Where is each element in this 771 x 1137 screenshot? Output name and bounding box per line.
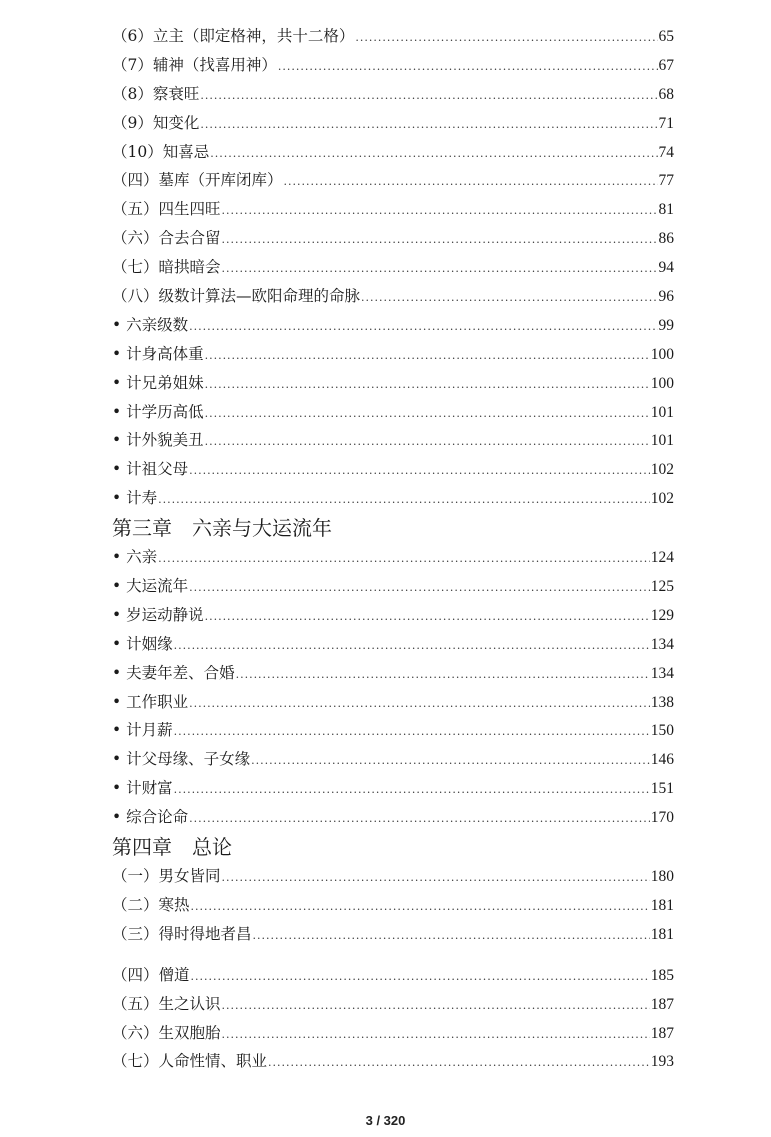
toc-entry[interactable] bbox=[112, 109, 674, 138]
toc-entry[interactable] bbox=[112, 1047, 674, 1076]
toc-entry-page-number: 170 bbox=[650, 809, 674, 827]
toc-entry-title: • 夫妻年差、合婚 bbox=[112, 663, 235, 682]
toc-entry-page-number: 74 bbox=[658, 143, 674, 161]
toc-entry[interactable] bbox=[112, 990, 674, 1019]
toc-entry-page-number: 94 bbox=[658, 259, 674, 277]
toc-entry[interactable] bbox=[112, 961, 674, 990]
page-number-indicator: 3 / 320 bbox=[365, 1113, 406, 1128]
dot-leader bbox=[236, 661, 650, 690]
toc-entry-title: （10）知喜忌 bbox=[112, 142, 210, 161]
toc-entry-page-number: 181 bbox=[650, 925, 674, 943]
toc-entry-page-number: 125 bbox=[650, 578, 674, 596]
toc-entry-title: • 岁运动静说 bbox=[112, 605, 204, 624]
toc-entry[interactable] bbox=[112, 745, 674, 774]
toc-entry-page-number: 71 bbox=[658, 114, 674, 132]
toc-entry-page-number: 77 bbox=[658, 172, 674, 190]
dot-leader bbox=[205, 371, 650, 400]
toc-entry[interactable] bbox=[112, 688, 674, 717]
chapter-heading-3: 第三章 六亲与大运流年 bbox=[112, 516, 332, 541]
toc-entry-title: • 计姻缘 bbox=[112, 634, 173, 653]
toc-entry-title: • 计父母缘、子女缘 bbox=[112, 750, 251, 769]
toc-entry-page-number: 150 bbox=[650, 722, 674, 740]
toc-entry[interactable] bbox=[112, 484, 674, 513]
toc-entry-title: （五）四生四旺 bbox=[112, 200, 221, 219]
dot-leader bbox=[200, 82, 657, 111]
toc-entry[interactable] bbox=[112, 1019, 674, 1048]
toc-entry-page-number: 185 bbox=[650, 966, 674, 984]
toc-entry-page-number: 134 bbox=[650, 664, 674, 682]
toc-entry-page-number: 151 bbox=[650, 780, 674, 798]
toc-entry-page-number: 65 bbox=[658, 28, 674, 45]
toc-entry-page-number: 180 bbox=[650, 868, 674, 886]
toc-entry[interactable] bbox=[112, 630, 674, 659]
dot-leader bbox=[361, 284, 657, 313]
table-of-contents bbox=[112, 22, 674, 1076]
toc-entry[interactable] bbox=[112, 166, 674, 195]
toc-entry[interactable] bbox=[112, 51, 674, 80]
dot-leader bbox=[189, 690, 650, 719]
toc-entry[interactable] bbox=[112, 398, 674, 427]
toc-entry-page-number: 129 bbox=[650, 606, 674, 624]
toc-entry[interactable] bbox=[112, 340, 674, 369]
toc-section-chapter4 bbox=[112, 862, 674, 1076]
toc-entry-title: • 计财富 bbox=[112, 779, 173, 798]
toc-entry-page-number: 187 bbox=[650, 1024, 674, 1042]
toc-entry-title: （六）生双胞胎 bbox=[112, 1023, 221, 1042]
toc-entry[interactable] bbox=[112, 455, 674, 484]
toc-entry[interactable] bbox=[112, 138, 674, 167]
toc-entry[interactable] bbox=[112, 803, 674, 832]
dot-leader bbox=[284, 168, 658, 197]
toc-entry-title: • 六亲级数 bbox=[112, 315, 189, 334]
toc-entry-title: • 计学历高低 bbox=[112, 402, 204, 421]
toc-entry-title: • 六亲 bbox=[112, 548, 158, 567]
toc-entry[interactable] bbox=[112, 891, 674, 920]
toc-entry-page-number: 101 bbox=[650, 403, 674, 421]
toc-entry-title: （六）合去合留 bbox=[112, 229, 221, 248]
toc-entry[interactable] bbox=[112, 253, 674, 282]
toc-section-chapter2-continued bbox=[112, 22, 674, 513]
toc-entry-title: （四）僧道 bbox=[112, 965, 190, 984]
dot-leader bbox=[191, 893, 650, 922]
toc-entry-title: （三）得时得地者昌 bbox=[112, 924, 252, 943]
toc-entry-page-number: 187 bbox=[650, 995, 674, 1013]
toc-entry[interactable] bbox=[112, 426, 674, 455]
toc-entry-page-number: 124 bbox=[650, 549, 674, 567]
toc-entry-page-number: 101 bbox=[650, 432, 674, 450]
chapter-heading-4: 第四章 总论 bbox=[112, 835, 232, 860]
toc-entry-title: （五）生之认识 bbox=[112, 994, 221, 1013]
dot-leader bbox=[205, 400, 650, 429]
toc-entry-title: • 大运流年 bbox=[112, 577, 189, 596]
dot-leader bbox=[205, 342, 650, 371]
dot-leader bbox=[189, 574, 650, 603]
toc-entry[interactable] bbox=[112, 195, 674, 224]
dot-leader bbox=[205, 428, 650, 457]
dot-leader bbox=[222, 864, 650, 893]
toc-entry[interactable] bbox=[112, 80, 674, 109]
toc-entry[interactable] bbox=[112, 224, 674, 253]
toc-entry-title: • 计外貌美丑 bbox=[112, 431, 204, 450]
dot-leader bbox=[222, 255, 658, 284]
dot-leader bbox=[253, 922, 650, 951]
toc-entry-page-number: 99 bbox=[658, 316, 674, 334]
toc-entry-title: （8）察衰旺 bbox=[112, 84, 200, 103]
toc-entry[interactable] bbox=[112, 282, 674, 311]
toc-entry-title: （四）墓库（开库闭库） bbox=[112, 171, 283, 190]
toc-entry[interactable] bbox=[112, 572, 674, 601]
toc-entry[interactable] bbox=[112, 862, 674, 891]
toc-entry-title: （七）人命性情、职业 bbox=[112, 1052, 268, 1071]
toc-entry-page-number: 102 bbox=[650, 461, 674, 479]
toc-entry-title: （6）立主（即定格神，共十二格） bbox=[112, 27, 355, 45]
toc-entry[interactable] bbox=[112, 543, 674, 572]
toc-entry-page-number: 86 bbox=[658, 230, 674, 248]
toc-entry[interactable] bbox=[112, 716, 674, 745]
toc-entry-title: （八）级数计算法—欧阳命理的命脉 bbox=[112, 287, 361, 306]
toc-entry[interactable] bbox=[112, 659, 674, 688]
dot-leader bbox=[222, 992, 650, 1021]
dot-leader bbox=[174, 718, 650, 747]
dot-leader bbox=[174, 776, 650, 805]
toc-entry-page-number: 138 bbox=[650, 693, 674, 711]
toc-entry-page-number: 193 bbox=[650, 1053, 674, 1071]
toc-entry[interactable] bbox=[112, 311, 674, 340]
toc-entry-title: • 计祖父母 bbox=[112, 460, 189, 479]
dot-leader bbox=[222, 1021, 650, 1050]
toc-entry-page-number: 81 bbox=[658, 201, 674, 219]
dot-leader bbox=[278, 53, 658, 82]
dot-leader bbox=[210, 140, 657, 169]
dot-leader bbox=[174, 632, 650, 661]
toc-entry-title: （7）辅神（找喜用神） bbox=[112, 55, 277, 74]
toc-entry-page-number: 67 bbox=[658, 56, 674, 74]
toc-entry-title: （9）知变化 bbox=[112, 113, 200, 132]
toc-entry-title: （七）暗拱暗会 bbox=[112, 258, 221, 277]
toc-entry-page-number: 68 bbox=[658, 85, 674, 103]
toc-entry-page-number: 96 bbox=[658, 288, 674, 306]
dot-leader bbox=[191, 963, 650, 992]
dot-leader bbox=[189, 457, 650, 486]
dot-leader bbox=[251, 747, 650, 776]
toc-entry[interactable] bbox=[112, 369, 674, 398]
toc-entry-title: • 计月薪 bbox=[112, 721, 173, 740]
toc-entry[interactable] bbox=[112, 601, 674, 630]
toc-entry-title: • 计身高体重 bbox=[112, 344, 204, 363]
dot-leader bbox=[189, 805, 650, 834]
toc-entry-page-number: 100 bbox=[650, 345, 674, 363]
toc-entry-title: （一）男女皆同 bbox=[112, 867, 221, 886]
toc-entry-page-number: 102 bbox=[650, 490, 674, 508]
toc-entry-page-number: 134 bbox=[650, 635, 674, 653]
dot-leader bbox=[355, 24, 657, 53]
toc-entry-title: （二）寒热 bbox=[112, 895, 190, 914]
dot-leader bbox=[222, 197, 658, 226]
dot-leader bbox=[205, 603, 650, 632]
toc-entry-title: • 计兄弟姐妹 bbox=[112, 373, 204, 392]
toc-entry-title: • 综合论命 bbox=[112, 808, 189, 827]
dot-leader bbox=[158, 545, 650, 574]
toc-entry-title: • 计寿 bbox=[112, 489, 158, 508]
dot-leader bbox=[200, 111, 657, 140]
dot-leader bbox=[189, 313, 657, 342]
toc-section-chapter3 bbox=[112, 543, 674, 832]
dot-leader bbox=[158, 486, 650, 515]
toc-entry-page-number: 146 bbox=[650, 751, 674, 769]
toc-entry-page-number: 100 bbox=[650, 374, 674, 392]
toc-entry[interactable] bbox=[112, 22, 674, 51]
dot-leader bbox=[222, 226, 658, 255]
toc-entry[interactable] bbox=[112, 774, 674, 803]
dot-leader bbox=[268, 1049, 650, 1078]
toc-entry[interactable] bbox=[112, 920, 674, 949]
toc-entry-title: • 工作职业 bbox=[112, 692, 189, 711]
toc-entry-page-number: 181 bbox=[650, 896, 674, 914]
